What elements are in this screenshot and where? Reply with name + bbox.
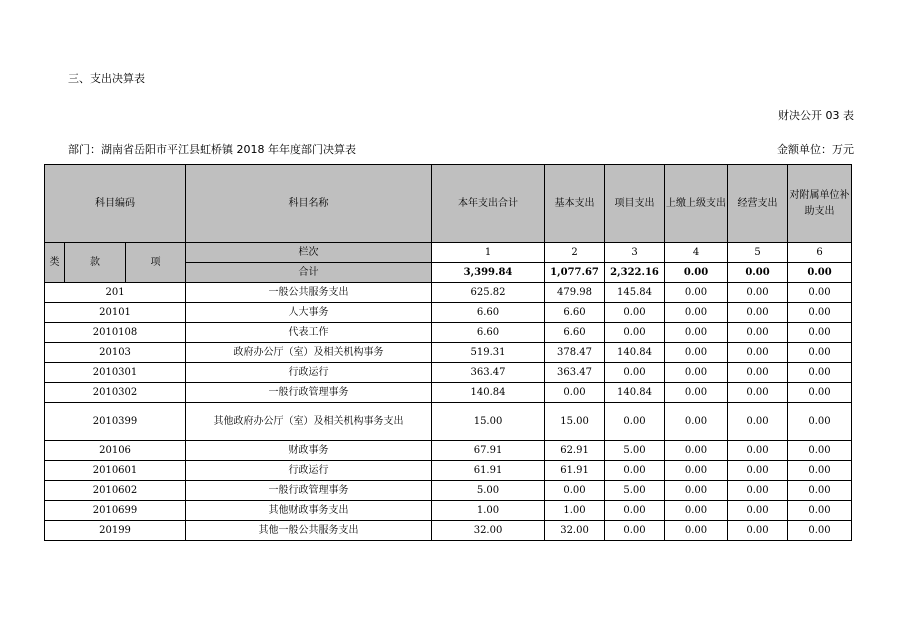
lanci-cell: 2 xyxy=(545,243,605,263)
row-value: 0.00 xyxy=(728,303,788,323)
total-cell: 0.00 xyxy=(665,263,728,283)
row-value: 0.00 xyxy=(728,521,788,541)
row-code: 20101 xyxy=(45,303,186,323)
row-code: 2010302 xyxy=(45,383,186,403)
row-value: 6.60 xyxy=(432,323,545,343)
section-title: 三、支出决算表 xyxy=(68,72,145,85)
row-value: 0.00 xyxy=(728,383,788,403)
row-value: 0.00 xyxy=(605,521,665,541)
row-value: 0.00 xyxy=(728,283,788,303)
row-name: 一般公共服务支出 xyxy=(186,283,432,303)
row-value: 1.00 xyxy=(432,501,545,521)
table-row xyxy=(45,461,852,481)
row-value: 0.00 xyxy=(788,323,852,343)
row-value: 0.00 xyxy=(665,403,728,441)
table-row xyxy=(45,441,852,461)
row-value: 0.00 xyxy=(605,461,665,481)
row-value: 363.47 xyxy=(545,363,605,383)
row-value: 61.91 xyxy=(545,461,605,481)
row-value: 0.00 xyxy=(665,521,728,541)
row-value: 1.00 xyxy=(545,501,605,521)
row-value: 0.00 xyxy=(728,363,788,383)
row-value: 0.00 xyxy=(605,303,665,323)
row-code: 2010108 xyxy=(45,323,186,343)
row-value: 0.00 xyxy=(728,461,788,481)
row-value: 0.00 xyxy=(788,363,852,383)
total-label: 合计 xyxy=(186,263,432,283)
total-cell: 1,077.67 xyxy=(545,263,605,283)
row-value: 0.00 xyxy=(788,303,852,323)
row-code: 2010399 xyxy=(45,403,186,441)
header-code: 科目编码 xyxy=(45,165,186,243)
row-value: 6.60 xyxy=(432,303,545,323)
row-value: 0.00 xyxy=(728,481,788,501)
total-cell: 3,399.84 xyxy=(432,263,545,283)
row-code: 201 xyxy=(45,283,186,303)
row-code: 2010602 xyxy=(45,481,186,501)
lanci-cell: 5 xyxy=(728,243,788,263)
row-value: 0.00 xyxy=(665,383,728,403)
row-value: 0.00 xyxy=(788,461,852,481)
row-code: 2010301 xyxy=(45,363,186,383)
table-row xyxy=(45,383,852,403)
header-upper: 上缴上级支出 xyxy=(665,165,728,243)
row-value: 0.00 xyxy=(728,403,788,441)
table-row xyxy=(45,481,852,501)
row-value: 0.00 xyxy=(665,481,728,501)
total-cell: 2,322.16 xyxy=(605,263,665,283)
row-name: 一般行政管理事务 xyxy=(186,383,432,403)
row-name: 一般行政管理事务 xyxy=(186,481,432,501)
row-value: 0.00 xyxy=(788,441,852,461)
row-value: 32.00 xyxy=(432,521,545,541)
row-name: 人大事务 xyxy=(186,303,432,323)
row-value: 0.00 xyxy=(728,343,788,363)
row-value: 0.00 xyxy=(788,481,852,501)
row-value: 0.00 xyxy=(545,383,605,403)
row-value: 0.00 xyxy=(605,363,665,383)
header-lei: 类 xyxy=(45,243,65,283)
row-value: 0.00 xyxy=(728,501,788,521)
lanci-label: 栏次 xyxy=(186,243,432,263)
row-value: 15.00 xyxy=(545,403,605,441)
row-value: 0.00 xyxy=(665,343,728,363)
row-value: 519.31 xyxy=(432,343,545,363)
row-value: 0.00 xyxy=(665,363,728,383)
row-value: 140.84 xyxy=(605,343,665,363)
row-value: 61.91 xyxy=(432,461,545,481)
row-name: 其他财政事务支出 xyxy=(186,501,432,521)
row-value: 140.84 xyxy=(432,383,545,403)
report-number: 财决公开 03 表 xyxy=(778,109,854,122)
row-code: 20199 xyxy=(45,521,186,541)
row-value: 0.00 xyxy=(665,501,728,521)
row-value: 0.00 xyxy=(665,323,728,343)
row-value: 5.00 xyxy=(605,481,665,501)
row-value: 0.00 xyxy=(728,323,788,343)
row-name: 代表工作 xyxy=(186,323,432,343)
row-value: 32.00 xyxy=(545,521,605,541)
row-name: 政府办公厅（室）及相关机构事务 xyxy=(186,343,432,363)
row-name: 其他一般公共服务支出 xyxy=(186,521,432,541)
table-row xyxy=(45,283,852,303)
row-value: 67.91 xyxy=(432,441,545,461)
table-row xyxy=(45,343,852,363)
department-label: 部门：湖南省岳阳市平江县虹桥镇 2018 年年度部门决算表 xyxy=(68,143,356,156)
row-value: 62.91 xyxy=(545,441,605,461)
row-name: 行政运行 xyxy=(186,461,432,481)
table-row xyxy=(45,403,852,441)
row-value: 15.00 xyxy=(432,403,545,441)
row-value: 479.98 xyxy=(545,283,605,303)
row-value: 0.00 xyxy=(605,323,665,343)
table-row xyxy=(45,323,852,343)
row-value: 0.00 xyxy=(788,383,852,403)
header-basic: 基本支出 xyxy=(545,165,605,243)
row-value: 5.00 xyxy=(605,441,665,461)
row-value: 0.00 xyxy=(788,283,852,303)
row-value: 625.82 xyxy=(432,283,545,303)
row-value: 0.00 xyxy=(665,461,728,481)
header-name: 科目名称 xyxy=(186,165,432,243)
row-value: 0.00 xyxy=(788,343,852,363)
row-value: 0.00 xyxy=(665,441,728,461)
row-value: 0.00 xyxy=(545,481,605,501)
header-business: 经营支出 xyxy=(728,165,788,243)
row-value: 6.60 xyxy=(545,323,605,343)
row-code: 20103 xyxy=(45,343,186,363)
row-code: 2010601 xyxy=(45,461,186,481)
row-value: 0.00 xyxy=(605,501,665,521)
lanci-cell: 1 xyxy=(432,243,545,263)
row-value: 0.00 xyxy=(728,441,788,461)
row-value: 0.00 xyxy=(605,403,665,441)
row-name: 行政运行 xyxy=(186,363,432,383)
total-cell: 0.00 xyxy=(728,263,788,283)
row-value: 0.00 xyxy=(665,283,728,303)
row-value: 0.00 xyxy=(788,403,852,441)
table-row xyxy=(45,363,852,383)
row-name: 其他政府办公厅（室）及相关机构事务支出 xyxy=(186,403,432,441)
row-value: 0.00 xyxy=(788,521,852,541)
row-name: 财政事务 xyxy=(186,441,432,461)
row-value: 0.00 xyxy=(665,303,728,323)
row-code: 20106 xyxy=(45,441,186,461)
header-total: 本年支出合计 xyxy=(432,165,545,243)
row-value: 145.84 xyxy=(605,283,665,303)
expenditure-table xyxy=(44,164,852,541)
lanci-cell: 4 xyxy=(665,243,728,263)
header-project: 项目支出 xyxy=(605,165,665,243)
table-row xyxy=(45,303,852,323)
row-value: 140.84 xyxy=(605,383,665,403)
table-row xyxy=(45,501,852,521)
row-code: 2010699 xyxy=(45,501,186,521)
header-subsidy: 对附属单位补助支出 xyxy=(788,165,852,243)
row-value: 6.60 xyxy=(545,303,605,323)
table-row xyxy=(45,521,852,541)
lanci-cell: 6 xyxy=(788,243,852,263)
header-kuan: 款 xyxy=(65,243,126,283)
lanci-cell: 3 xyxy=(605,243,665,263)
row-value: 0.00 xyxy=(788,501,852,521)
total-cell: 0.00 xyxy=(788,263,852,283)
row-value: 5.00 xyxy=(432,481,545,501)
row-value: 378.47 xyxy=(545,343,605,363)
row-value: 363.47 xyxy=(432,363,545,383)
header-xiang: 项 xyxy=(126,243,186,283)
amount-unit: 金额单位：万元 xyxy=(777,143,854,156)
